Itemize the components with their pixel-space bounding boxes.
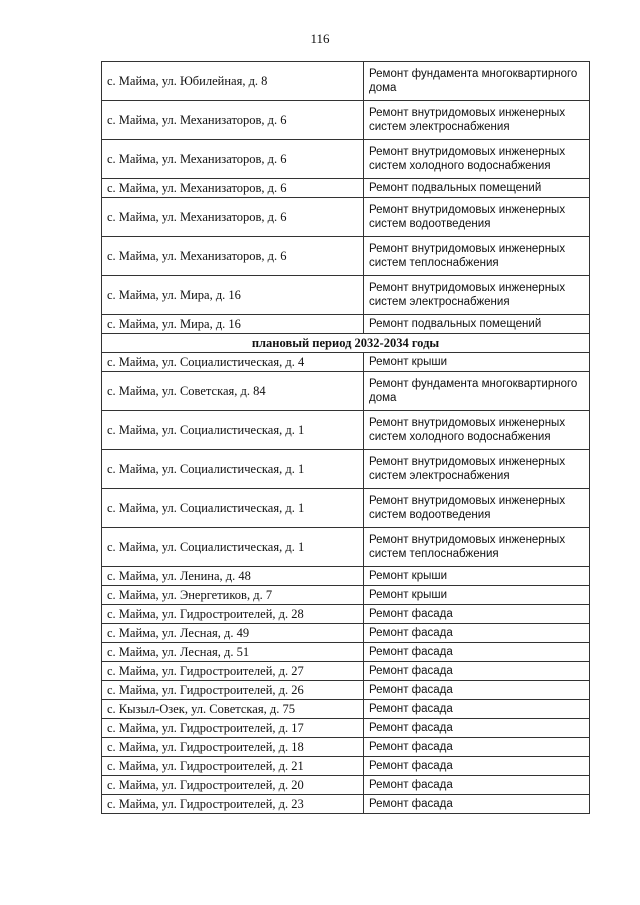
work-type-cell: Ремонт фасада	[364, 757, 590, 776]
work-type-cell: Ремонт крыши	[364, 567, 590, 586]
works-table	[101, 61, 590, 814]
table-row	[102, 101, 590, 140]
work-type-cell: Ремонт фасада	[364, 624, 590, 643]
address-cell: с. Майма, ул. Гидростроителей, д. 18	[102, 738, 364, 757]
work-type-cell: Ремонт фундамента многоквартирного дома	[364, 372, 590, 411]
address-cell: с. Майма, ул. Мира, д. 16	[102, 276, 364, 315]
table-row	[102, 795, 590, 814]
section-title: плановый период 2032-2034 годы	[102, 334, 590, 353]
work-type-cell: Ремонт фасада	[364, 643, 590, 662]
table-row	[102, 567, 590, 586]
table-row	[102, 411, 590, 450]
address-cell: с. Майма, ул. Социалистическая, д. 1	[102, 489, 364, 528]
work-type-cell: Ремонт внутридомовых инженерных систем холодного водоснабжения	[364, 140, 590, 179]
table-row	[102, 643, 590, 662]
work-type-cell: Ремонт фасада	[364, 738, 590, 757]
address-cell: с. Майма, ул. Гидростроителей, д. 20	[102, 776, 364, 795]
work-type-cell: Ремонт фасада	[364, 662, 590, 681]
table-row	[102, 719, 590, 738]
work-type-cell: Ремонт крыши	[364, 586, 590, 605]
work-type-cell: Ремонт фундамента многоквартирного дома	[364, 62, 590, 101]
table-row	[102, 62, 590, 101]
address-cell: с. Майма, ул. Советская, д. 84	[102, 372, 364, 411]
table-row	[102, 700, 590, 719]
table-row	[102, 681, 590, 700]
section-header-row	[102, 334, 590, 353]
address-cell: с. Майма, ул. Гидростроителей, д. 21	[102, 757, 364, 776]
work-type-cell: Ремонт фасада	[364, 605, 590, 624]
address-cell: с. Майма, ул. Гидростроителей, д. 27	[102, 662, 364, 681]
address-cell: с. Кызыл-Озек, ул. Советская, д. 75	[102, 700, 364, 719]
table-row	[102, 757, 590, 776]
work-type-cell: Ремонт подвальных помещений	[364, 315, 590, 334]
table-row	[102, 179, 590, 198]
address-cell: с. Майма, ул. Гидростроителей, д. 23	[102, 795, 364, 814]
work-type-cell: Ремонт внутридомовых инженерных систем водоотведения	[364, 489, 590, 528]
work-type-cell: Ремонт внутридомовых инженерных систем теплоснабжения	[364, 528, 590, 567]
address-cell: с. Майма, ул. Гидростроителей, д. 17	[102, 719, 364, 738]
address-cell: с. Майма, ул. Гидростроителей, д. 28	[102, 605, 364, 624]
address-cell: с. Майма, ул. Механизаторов, д. 6	[102, 101, 364, 140]
address-cell: с. Майма, ул. Социалистическая, д. 1	[102, 411, 364, 450]
address-cell: с. Майма, ул. Социалистическая, д. 1	[102, 450, 364, 489]
address-cell: с. Майма, ул. Энергетиков, д. 7	[102, 586, 364, 605]
table-row	[102, 605, 590, 624]
table-row	[102, 237, 590, 276]
work-type-cell: Ремонт крыши	[364, 353, 590, 372]
work-type-cell: Ремонт внутридомовых инженерных систем электроснабжения	[364, 101, 590, 140]
works-table-body	[102, 62, 590, 814]
table-row	[102, 624, 590, 643]
work-type-cell: Ремонт внутридомовых инженерных систем электроснабжения	[364, 276, 590, 315]
address-cell: с. Майма, ул. Социалистическая, д. 4	[102, 353, 364, 372]
work-type-cell: Ремонт подвальных помещений	[364, 179, 590, 198]
address-cell: с. Майма, ул. Лесная, д. 51	[102, 643, 364, 662]
work-type-cell: Ремонт внутридомовых инженерных систем теплоснабжения	[364, 237, 590, 276]
table-row	[102, 198, 590, 237]
table-row	[102, 315, 590, 334]
address-cell: с. Майма, ул. Ленина, д. 48	[102, 567, 364, 586]
work-type-cell: Ремонт фасада	[364, 719, 590, 738]
work-type-cell: Ремонт фасада	[364, 700, 590, 719]
table-row	[102, 353, 590, 372]
work-type-cell: Ремонт фасада	[364, 681, 590, 700]
address-cell: с. Майма, ул. Механизаторов, д. 6	[102, 198, 364, 237]
table-row	[102, 586, 590, 605]
work-type-cell: Ремонт внутридомовых инженерных систем электроснабжения	[364, 450, 590, 489]
table-row	[102, 489, 590, 528]
work-type-cell: Ремонт внутридомовых инженерных систем водоотведения	[364, 198, 590, 237]
work-type-cell: Ремонт фасада	[364, 795, 590, 814]
table-row	[102, 662, 590, 681]
table-row	[102, 738, 590, 757]
table-row	[102, 450, 590, 489]
table-row	[102, 140, 590, 179]
address-cell: с. Майма, ул. Гидростроителей, д. 26	[102, 681, 364, 700]
work-type-cell: Ремонт фасада	[364, 776, 590, 795]
address-cell: с. Майма, ул. Механизаторов, д. 6	[102, 140, 364, 179]
work-type-cell: Ремонт внутридомовых инженерных систем холодного водоснабжения	[364, 411, 590, 450]
address-cell: с. Майма, ул. Социалистическая, д. 1	[102, 528, 364, 567]
table-row	[102, 276, 590, 315]
address-cell: с. Майма, ул. Мира, д. 16	[102, 315, 364, 334]
table-row	[102, 776, 590, 795]
address-cell: с. Майма, ул. Механизаторов, д. 6	[102, 237, 364, 276]
page-number: 116	[310, 31, 330, 46]
address-cell: с. Майма, ул. Юбилейная, д. 8	[102, 62, 364, 101]
table-row	[102, 528, 590, 567]
address-cell: с. Майма, ул. Лесная, д. 49	[102, 624, 364, 643]
table-row	[102, 372, 590, 411]
address-cell: с. Майма, ул. Механизаторов, д. 6	[102, 179, 364, 198]
